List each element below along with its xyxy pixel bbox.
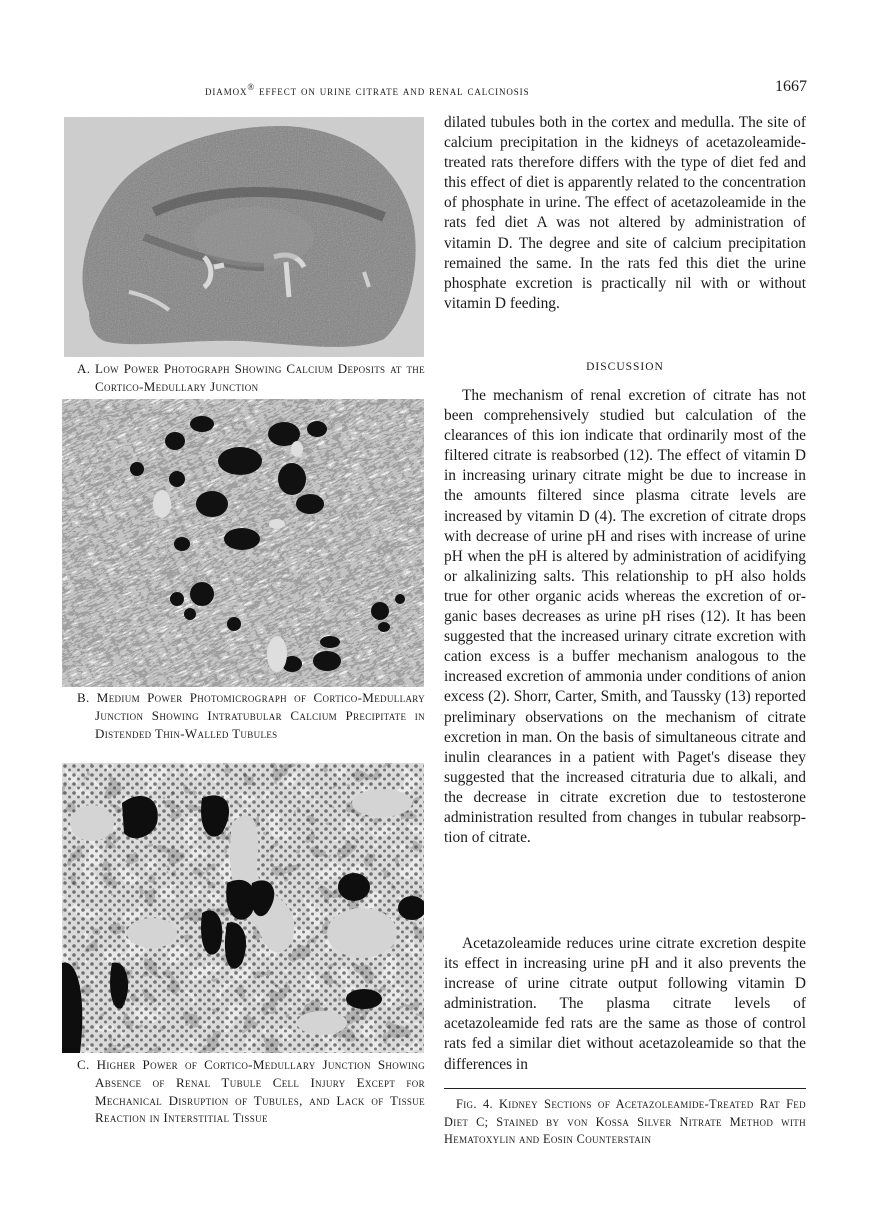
body-paragraph-3 <box>444 934 806 1075</box>
body-paragraph-2 <box>444 386 806 848</box>
page-number: 1667 <box>775 78 807 95</box>
photomicrograph-high-power-icon <box>62 763 424 1053</box>
figure-c-caption-text: Higher Power of Cortico-Medullary Junction Showing Absence of Renal Tubule Cell Injury Except for Mechanical Disruption of Tubules, and Lack of Tissue Reaction in Interstitial Tissue <box>95 1057 425 1126</box>
footnote-divider <box>444 1088 806 1089</box>
figure-c-label: C. <box>77 1057 90 1072</box>
running-title <box>205 82 530 99</box>
figure-c-image <box>62 763 424 1053</box>
figure-c-caption <box>77 1056 425 1127</box>
figure-a-caption <box>77 360 425 396</box>
figure-a-caption-text: Low Power Photograph Showing Calcium Deposits at the Cortico-Medullary Junction <box>95 361 425 394</box>
figure-a-label: A. <box>77 361 91 376</box>
figure-b-image <box>62 399 424 687</box>
running-title-drug: diamox <box>205 84 248 99</box>
kidney-low-power-photo-icon <box>64 117 424 357</box>
figure-b-caption-text: Medium Power Photomicrograph of Cortico-Medullary Junction Showing Intratubular Calcium Precipitate in Distended Thin-Walled Tubules <box>95 690 425 741</box>
figure-4-caption: Fig. 4. Kidney Sections of Acetazoleamide-Treated Rat Fed Diet C; Stained by von Kossa Silver Nitrate Method with Hematoxylin and Eosin Counterstain <box>444 1097 806 1147</box>
section-heading-discussion: DISCUSSION <box>586 361 664 373</box>
figure-b-label: B. <box>77 690 90 705</box>
figure-a-image <box>64 117 424 357</box>
photomicrograph-medium-power-icon <box>62 399 424 687</box>
paragraph-text: dilated tubules both in the cortex and medulla. The site of calcium precipitation in the kidneys of acetazoleamide-treated rats therefore differs with the type of diet fed and this effect of diet is apparently related to the concentration of phosphate in urine. The effect of acetazoleamide in the rats fed diet A was not altered by administration of vitamin D. The degree and site of calcium precipitation remained the same. In the rats fed this diet the urine phosphate excretion is practically nil with or without vitamin D feeding. <box>444 114 806 312</box>
registered-mark: ® <box>247 82 256 92</box>
running-head <box>205 78 807 100</box>
figure-b-caption <box>77 689 425 742</box>
paragraph-text: Acetazoleamide reduces urine citrate excretion despite its effect in increasing urine pH and it also prevents the increase of urine citrate output following vitamin D administration. The plasma citrate levels of acetazoleamide fed rats are the same as those of control rats fed a similar diet without acetazoleamide so that the differences in <box>444 935 806 1073</box>
running-title-rest: effect on urine citrate and renal calcinosis <box>255 84 530 99</box>
paragraph-text: The mechanism of renal excretion of citrate has not been comprehensively studied but calculation of the clearances of this ion indicate that ordinarily most of the filtered citrate is reabsorbed (12). The effect of vitamin D in increasing urinary citrate might be due to increase in the amounts filtered since plasma citrate levels are increased by vitamin D (4). The excretion of citrate drops with decrease of urine pH and rises with increase of urine pH when the pH is altered by administration of acidifying or alkalinizing salts. This relationship to pH also holds true for other organic acids whereas the excretion of organic bases decreases as urine pH rises (12). It has been suggested that the increased urinary citrate excretion with cation excess is a buffer mechanism analogous to the increased excretion of ammonia under conditions of anion excess (2). Shorr, Carter, Smith, and Taussky (13) reported preliminary observations on the mechanism of citrate excretion in man. On the basis of simultaneous citrate and inulin clearances in a patient with Paget's disease they suggested that the increased citraturia due to alkali, and the decrease in citrate excretion due to testosterone administration resulted from changes in tubular reabsorption of citrate. <box>444 387 806 847</box>
body-paragraph-1 <box>444 113 806 314</box>
